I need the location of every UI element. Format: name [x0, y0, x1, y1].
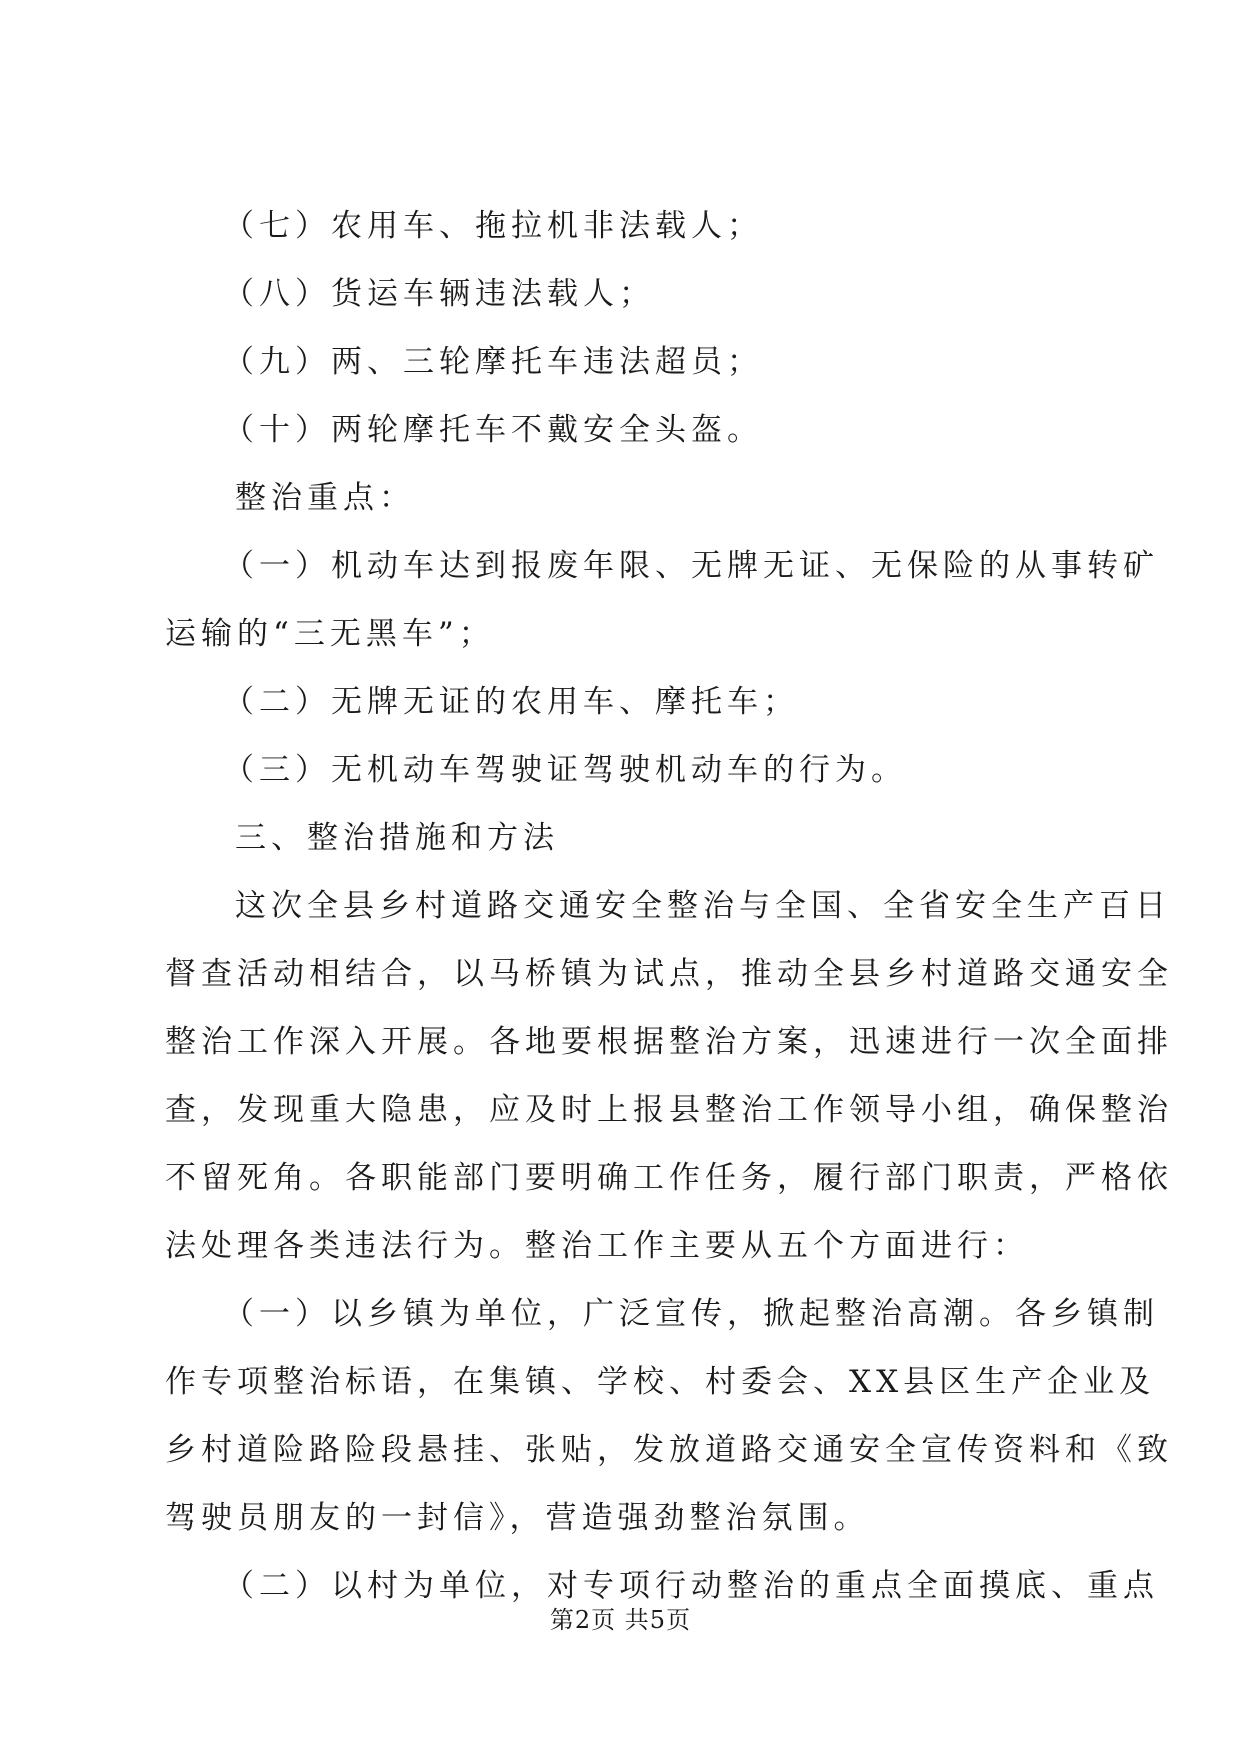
focus-item-3: （三）无机动车驾驶证驾驶机动车的行为。 — [223, 752, 907, 788]
measure-item-1-line-2: 作专项整治标语，在集镇、学校、村委会、XX县区生产企业及 — [165, 1364, 1156, 1400]
list-item-10: （十）两轮摩托车不戴安全头盔。 — [223, 412, 763, 448]
list-item-9: （九）两、三轮摩托车违法超员； — [223, 344, 763, 380]
paragraph-line: 这次全县乡村道路交通安全整治与全国、全省安全生产百日 — [235, 888, 1171, 924]
paragraph-line: 法处理各类违法行为。整治工作主要从五个方面进行： — [165, 1228, 1029, 1264]
section-heading-focus: 整治重点： — [235, 480, 415, 516]
paragraph-line: 查，发现重大隐患，应及时上报县整治工作领导小组，确保整治 — [165, 1092, 1173, 1128]
measure-item-1-line-4: 驾驶员朋友的一封信》，营造强劲整治氛围。 — [165, 1500, 870, 1536]
page-number-footer: 第2页 共5页 — [549, 1606, 692, 1634]
focus-item-1-line-2: 运输的“三无黑车”； — [165, 616, 495, 652]
paragraph-line: 不留死角。各职能部门要明确工作任务，履行部门职责，严格依 — [165, 1160, 1173, 1196]
focus-item-2: （二）无牌无证的农用车、摩托车； — [223, 684, 799, 720]
list-item-8: （八）货运车辆违法载人； — [223, 276, 655, 312]
measure-item-1-line-3: 乡村道险路险段悬挂、张贴，发放道路交通安全宣传资料和《致 — [165, 1432, 1173, 1468]
paragraph-line: 整治工作深入开展。各地要根据整治方案，迅速进行一次全面排 — [165, 1024, 1173, 1060]
paragraph-line: 督查活动相结合，以马桥镇为试点，推动全县乡村道路交通安全 — [165, 956, 1173, 992]
section-heading-measures: 三、整治措施和方法 — [235, 820, 559, 856]
measure-item-2-line-1: （二）以村为单位，对专项行动整治的重点全面摸底、重点 — [223, 1568, 1159, 1604]
list-item-7: （七）农用车、拖拉机非法载人； — [223, 208, 763, 244]
focus-item-1-line-1: （一）机动车达到报废年限、无牌无证、无保险的从事转矿 — [223, 548, 1159, 584]
measure-item-1-line-1: （一）以乡镇为单位，广泛宣传，掀起整治高潮。各乡镇制 — [223, 1296, 1159, 1332]
